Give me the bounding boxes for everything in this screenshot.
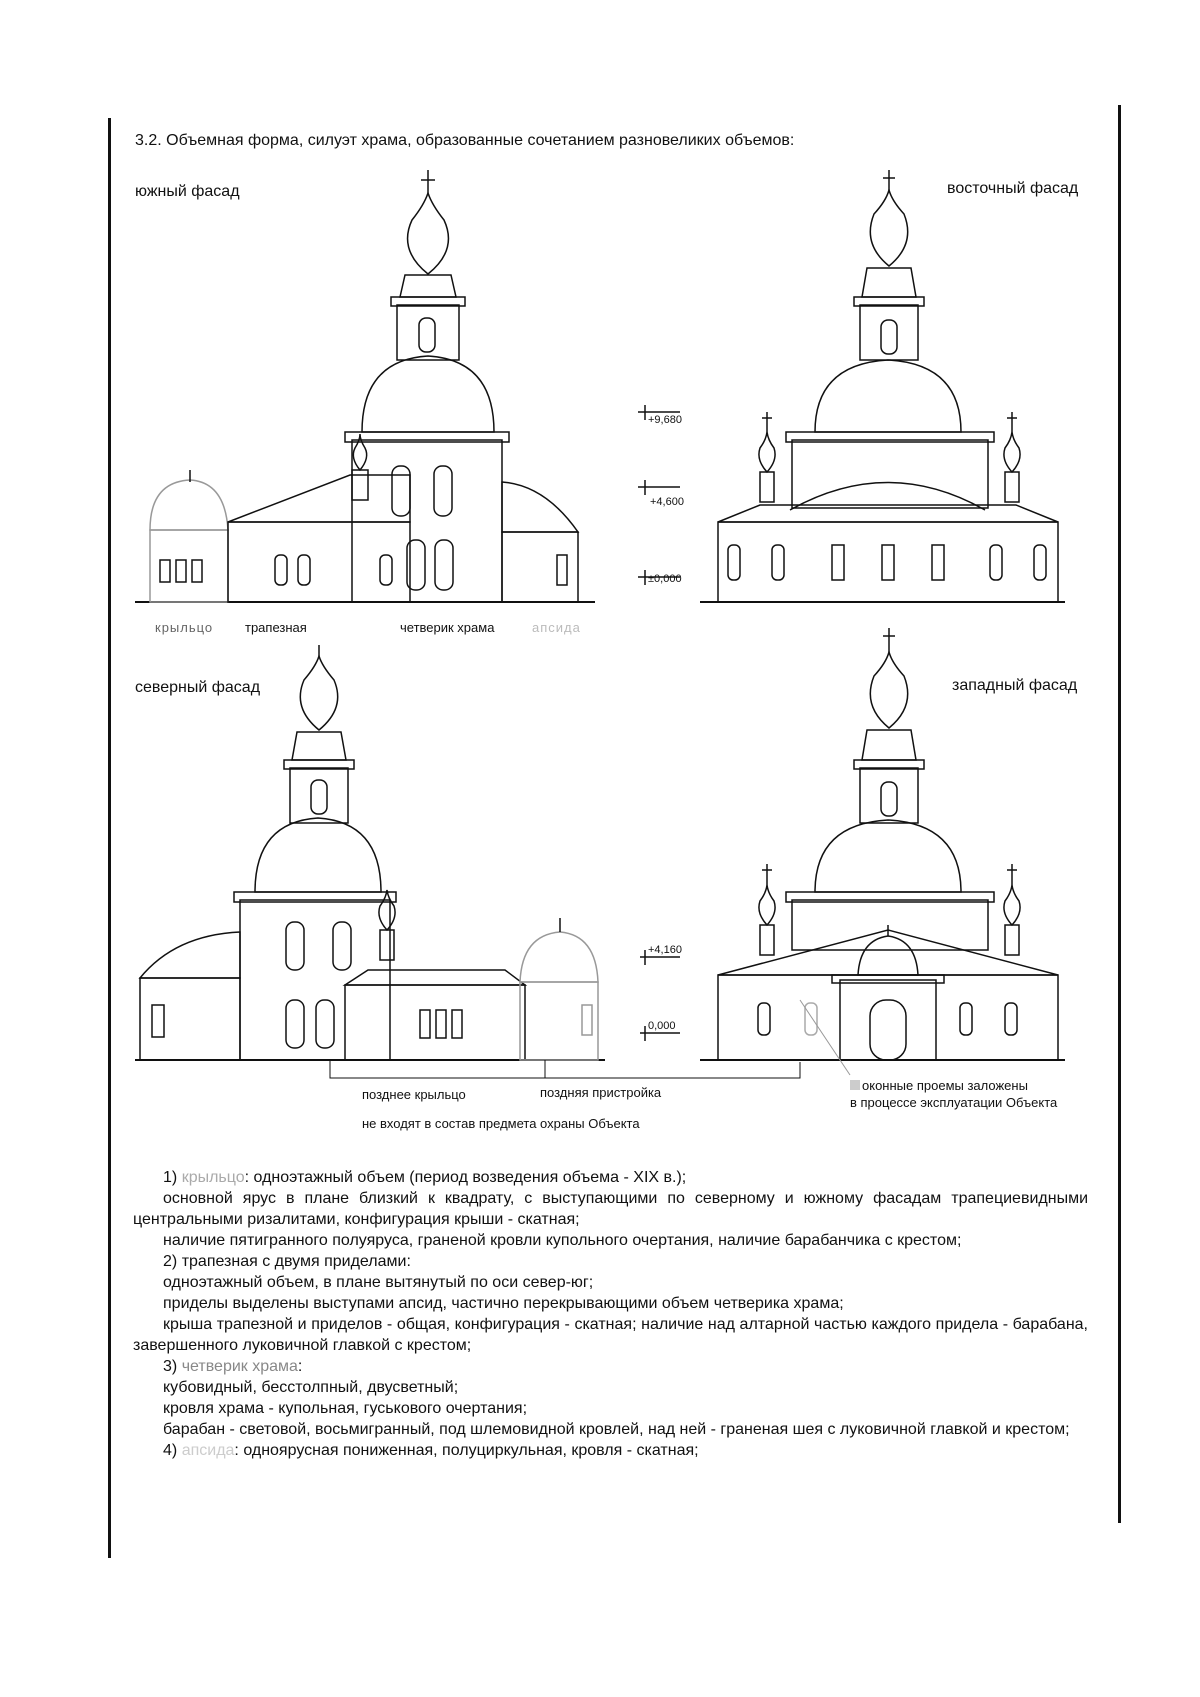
item-2-p2: приделы выделены выступами апсид, частично перекрывающими объем четверика храма; [163,1295,844,1312]
item-1-rest: : одноэтажный объем (период возведения объема - XIX в.); [244,1169,687,1186]
item-3-number: 3) [163,1358,178,1375]
item-3-p2: кровля храма - купольная, гуськового очертания; [163,1400,528,1417]
label-south-facade: южный фасад [135,183,240,200]
caption-refectory: трапезная [245,620,307,635]
item-4-rest: : одноярусная пониженная, полуциркульная, кровля - скатная; [234,1442,699,1459]
item-3-p3: барабан - световой, восьмигранный, под шлемовидной кровлей, над ней - граненая шея с луковичной главкой и крестом; [163,1421,1070,1438]
caption-late-extension: поздняя пристройка [540,1085,662,1100]
item-3 [133,1356,1088,1377]
caption-quadrangle: четверик храма [400,620,495,635]
caption-apse: апсида [532,620,581,635]
legend-line-2: в процессе эксплуатации Объекта [850,1095,1058,1110]
level-mark-9680: +9,680 [648,414,682,426]
item-1-number: 1) [163,1169,178,1186]
item-2-number: 2) [163,1253,178,1270]
label-east-facade: восточный фасад [947,180,1079,197]
level-mark-0000-bottom: 0,000 [648,1020,676,1032]
item-1-name: крыльцо [181,1169,245,1186]
caption-porch: крыльцо [155,620,214,635]
caption-late-porch: позднее крыльцо [362,1087,466,1102]
item-2-p1: одноэтажный объем, в плане вытянутый по оси север-юг; [163,1274,594,1291]
legend [850,1077,1057,1111]
west-facade-drawing [700,628,1065,1075]
item-3-p1: кубовидный, бесстолпный, двусветный; [163,1379,459,1396]
item-3-colon: : [297,1358,303,1375]
level-mark-4600: +4,600 [650,496,684,508]
south-level-marks [638,405,680,585]
section-heading: 3.2. Объемная форма, силуэт храма, образованные сочетанием разновеликих объемов: [135,132,795,149]
item-2-name: трапезная с двумя приделами: [181,1253,411,1270]
item-1 [133,1167,1088,1188]
north-facade-drawing [135,645,800,1078]
item-1-p3: наличие пятигранного полуяруса, граненой кровли купольного очертания, наличие барабанчика с крестом; [163,1232,962,1249]
label-west-facade: западный фасад [952,677,1078,694]
level-mark-0000-top: ±0,000 [648,573,682,585]
item-1-p2: основной ярус в плане близкий к квадрату, с выступающими по северному и южному фасадам трапециевидными центральными ризалитами, конфигурация крыши - скатная; [133,1190,1088,1228]
item-2-p3: крыша трапезной и приделов - общая, конфигурация - скатная; наличие над алтарной частью каждого придела - барабана, завершенного луковичной главкой с крестом; [133,1316,1088,1354]
south-facade-drawing [135,170,595,602]
item-4 [133,1440,1088,1461]
item-4-number: 4) [163,1442,178,1459]
item-2 [133,1251,1088,1272]
legend-swatch [850,1080,860,1090]
caption-not-protected: не входят в состав предмета охраны Объекта [362,1116,640,1131]
item-4-name: апсида [181,1442,235,1459]
east-facade-drawing [700,170,1065,602]
item-3-name: четверик храма [181,1358,298,1375]
level-mark-4160: +4,160 [648,944,682,956]
legend-line-1: оконные проемы заложены [862,1078,1028,1093]
description-text [133,1167,1088,1461]
label-north-facade: северный фасад [135,679,261,696]
